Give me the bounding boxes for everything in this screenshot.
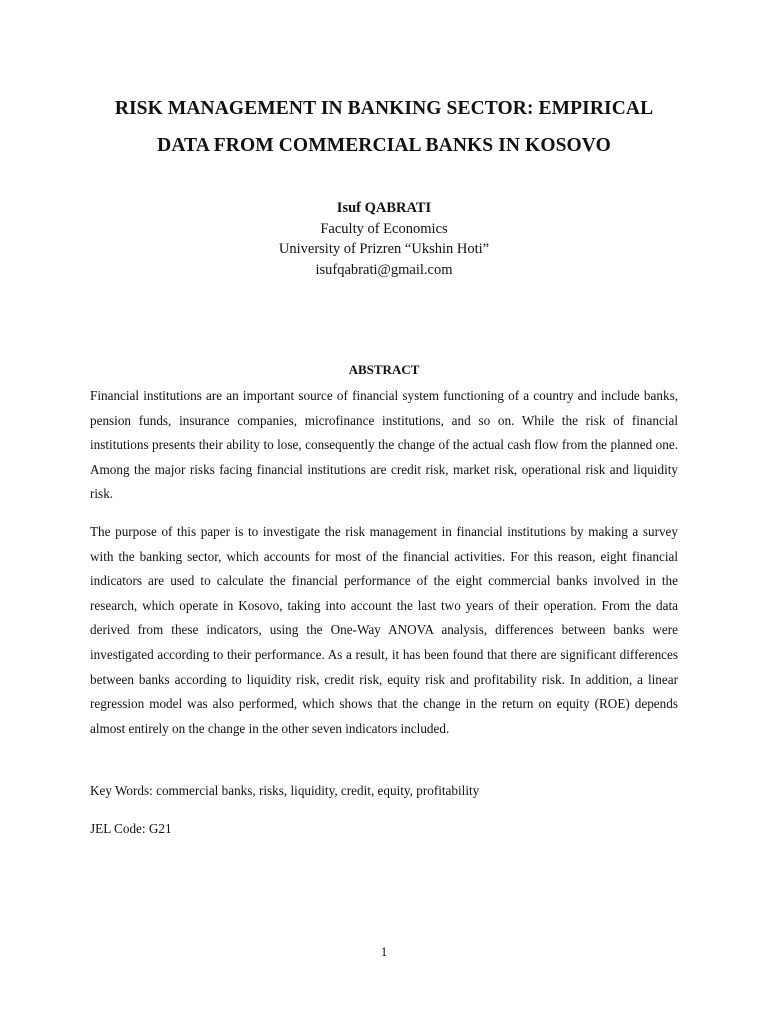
jel-code-line: JEL Code: G21 xyxy=(90,821,172,836)
paper-title-line-2: DATA FROM COMMERCIAL BANKS IN KOSOVO xyxy=(157,135,611,156)
abstract-paragraph-2: The purpose of this paper is to investigate the risk management in financial institutions by making a survey with the banking sector, which accounts for most of the financial activities. For this reason, eight financial indicators are used to calculate the financial performance of the eight commercial banks involved in the research, which operate in Kosovo, taking into account the last two years of their operation. From the data derived from these indicators, using the One-Way ANOVA analysis, differences between banks were investigated according to their performance. As a result, it has been found that there are significant differences between banks according to liquidity risk, credit risk, equity risk and profitability risk. In addition, a linear regression model was also performed, which shows that the change in the return on equity (ROE) depends almost entirely on the change in the other seven indicators included. xyxy=(90,524,678,736)
author-university: University of Prizren “Ukshin Hoti” xyxy=(278,241,490,257)
abstract-heading: ABSTRACT xyxy=(348,362,420,377)
author-email: isufqabrati@gmail.com xyxy=(315,261,453,278)
keywords-line: Key Words: commercial banks, risks, liquidity, credit, equity, profitability xyxy=(90,783,480,798)
paper-title-line-1: RISK MANAGEMENT IN BANKING SECTOR: EMPIRICAL xyxy=(114,98,654,119)
author-name: Isuf QABRATI xyxy=(336,200,432,216)
author-faculty: Faculty of Economics xyxy=(320,220,448,237)
abstract-paragraph-1: Financial institutions are an important source of financial system functioning of a country and include banks, pension funds, insurance companies, microfinance institutions, and so on. While the risk of financial institutions presents their ability to lose, consequently the change of the actual cash flow from the planned one. Among the major risks facing financial institutions are credit risk, market risk, operational risk and liquidity risk. xyxy=(90,388,678,502)
author-block xyxy=(60,198,708,280)
page-number: 1 xyxy=(380,944,388,959)
paper-title xyxy=(60,90,708,164)
